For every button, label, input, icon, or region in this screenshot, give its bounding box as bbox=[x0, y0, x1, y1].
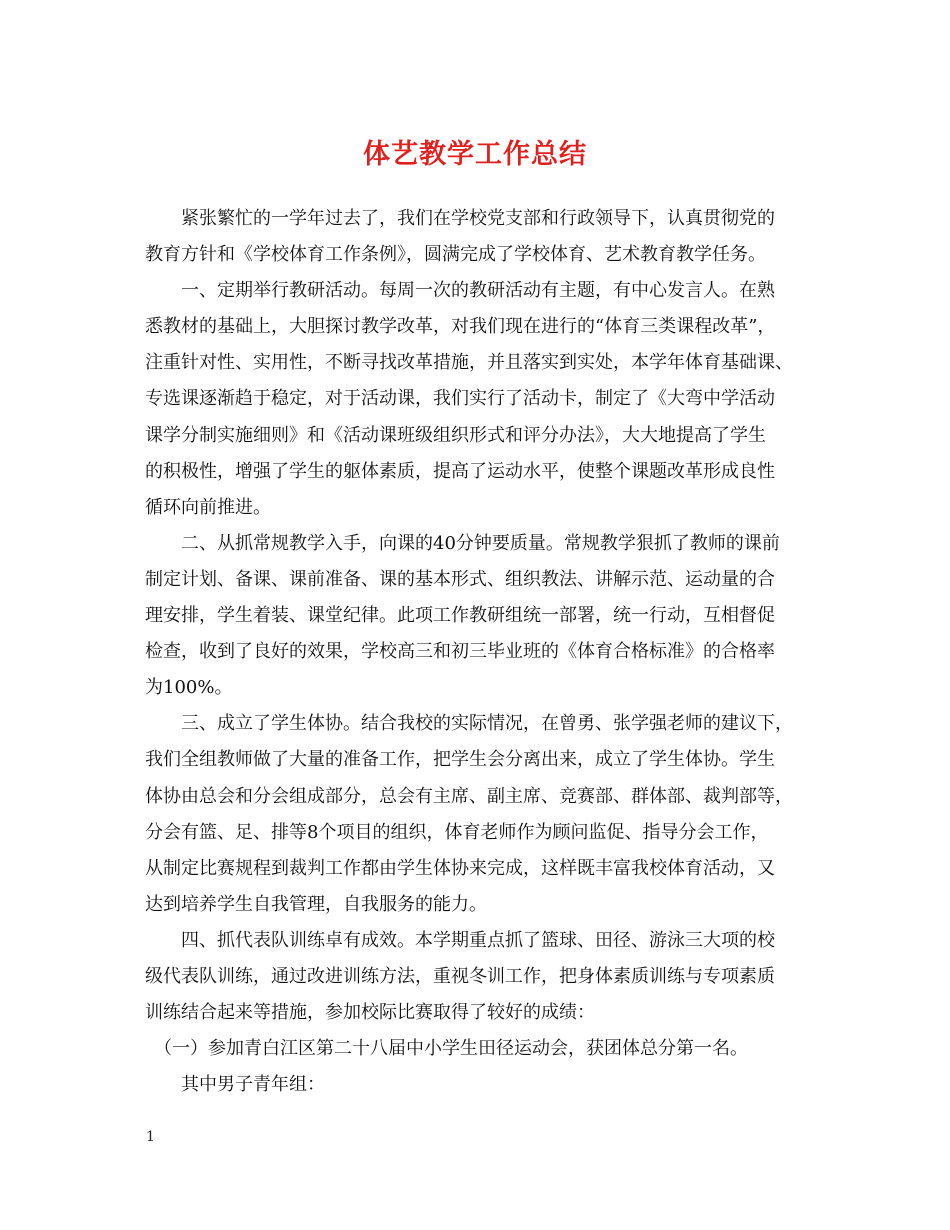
text-line: 为100%。 bbox=[145, 677, 233, 699]
text-line: 理安排，学生着装、课堂纪律。此项工作教研组统一部署，统一行动，互相督促 bbox=[145, 605, 775, 627]
text-line: 专选课逐渐趋于稳定，对于活动课，我们实行了活动卡，制定了《大弯中学活动 bbox=[145, 388, 775, 410]
text-line: 我们全组教师做了大量的准备工作，把学生会分离出来，成立了学生体协。学生 bbox=[145, 749, 775, 771]
page-number: 1 bbox=[146, 1129, 155, 1145]
document-body bbox=[145, 201, 810, 1103]
text-line: 一、定期举行教研活动。每周一次的教研活动有主题，有中心发言人。在熟 bbox=[145, 280, 775, 302]
text-line: 级代表队训练，通过改进训练方法，重视冬训工作，把身体素质训练与专项素质 bbox=[145, 965, 775, 987]
document-title: 体艺教学工作总结 bbox=[363, 139, 587, 170]
text-line: 达到培养学生自我管理，自我服务的能力。 bbox=[145, 893, 487, 915]
text-line: 体协由总会和分会组成部分，总会有主席、副主席、竞赛部、群体部、裁判部等， bbox=[145, 785, 793, 807]
text-line: 二、从抓常规教学入手，向课的40分钟要质量。常规教学狠抓了教师的课前 bbox=[145, 532, 780, 554]
text-line: 检查，收到了良好的效果，学校高三和初三毕业班的《体育合格标准》的合格率 bbox=[145, 641, 775, 663]
text-line: 注重针对性、实用性，不断寻找改革措施，并且落实到实处，本学年体育基础课、 bbox=[145, 352, 793, 374]
text-line: 训练结合起来等措施，参加校际比赛取得了较好的成绩： bbox=[145, 1002, 595, 1024]
text-line: 紧张繁忙的一学年过去了，我们在学校党支部和行政领导下，认真贯彻党的 bbox=[145, 208, 775, 229]
text-line: 的积极性，增强了学生的躯体素质，提高了运动水平，使整个课题改革形成良性 bbox=[145, 460, 775, 482]
text-line: 教育方针和《学校体育工作条例》，圆满完成了学校体育、艺术教育教学任务。 bbox=[145, 244, 766, 266]
text-line: 循环向前推进。 bbox=[145, 496, 271, 518]
text-line: 悉教材的基础上，大胆探讨教学改革，对我们现在进行的“体育三类课程改革”， bbox=[145, 316, 776, 338]
text-line: 课学分制实施细则》和《活动课班级组织形式和评分办法》，大大地提高了学生 bbox=[145, 424, 766, 446]
text-line: （一）参加青白江区第二十八届中小学生田径运动会，获团体总分第一名。 bbox=[145, 1038, 748, 1060]
text-line: 三、成立了学生体协。结合我校的实际情况，在曾勇、张学强老师的建议下， bbox=[145, 713, 793, 735]
text-line: 四、抓代表队训练卓有成效。本学期重点抓了篮球、田径、游泳三大项的校 bbox=[145, 929, 775, 951]
text-line: 从制定比赛规程到裁判工作都由学生体协来完成，这样既丰富我校体育活动，又 bbox=[145, 857, 775, 879]
text-line: 分会有篮、足、排等8个项目的组织，体育老师作为顾问监促、指导分会工作， bbox=[145, 821, 769, 843]
text-line: 制定计划、备课、课前准备、课的基本形式、组织教法、讲解示范、运动量的合 bbox=[145, 568, 775, 590]
text-line: 其中男子青年组： bbox=[145, 1074, 325, 1096]
